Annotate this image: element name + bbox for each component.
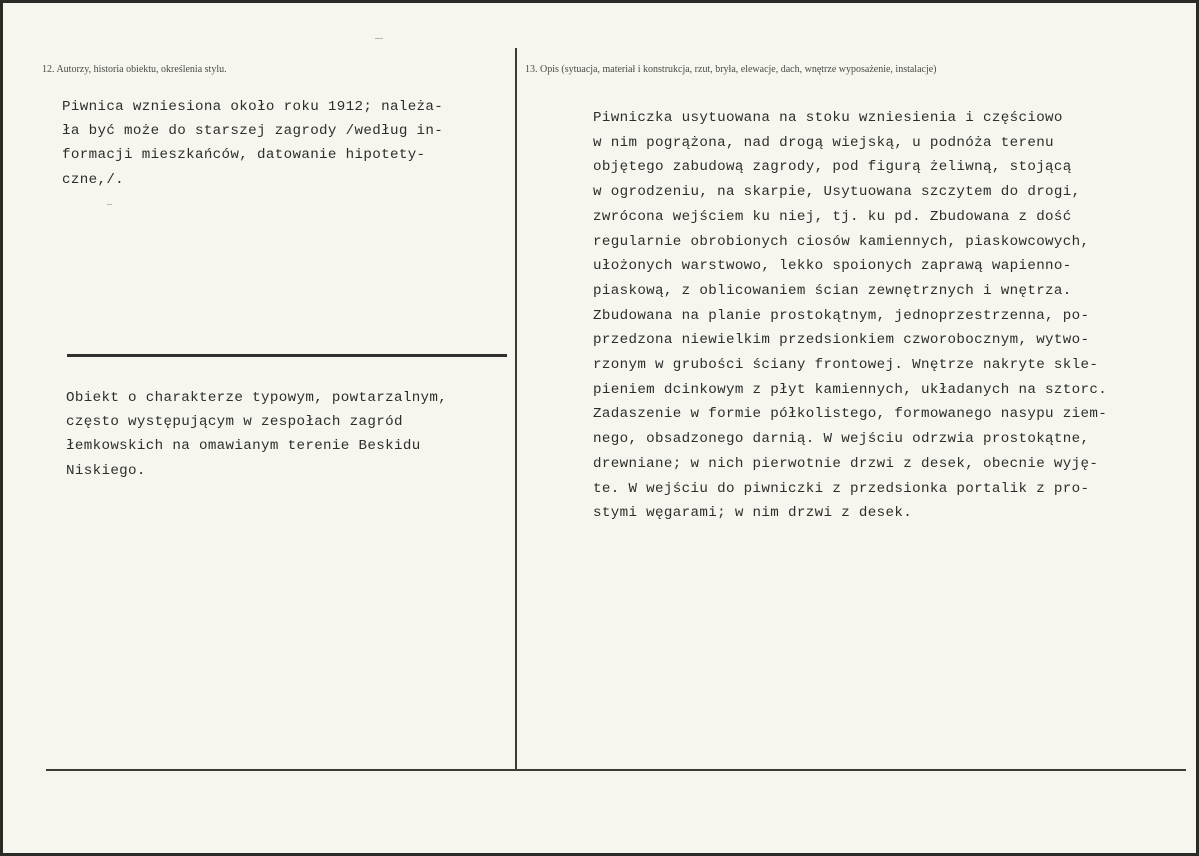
section-12-label: 12. Autorzy, historia obiektu, określenia stylu. (42, 64, 227, 75)
bottom-divider (46, 769, 1186, 771)
text-line: Niskiego. (66, 462, 146, 479)
text-line: Piwnica wzniesiona około roku 1912; należa- (62, 99, 444, 115)
left-section-divider (67, 354, 507, 357)
text-line: często występującym w zespołach zagród (66, 414, 403, 431)
section-13-label: 13. Opis (sytuacja, materiał i konstrukcja, rzut, bryła, elewacje, dach, wnętrze wyposażenie, instalacje) (525, 64, 937, 75)
text-line: formacji mieszkańców, datowanie hipotety- (62, 147, 426, 164)
text-line: rzonym w grubości ściany frontowej. Wnętrze nakryte skle- (593, 357, 1099, 374)
text-line: w ogrodzeniu, na skarpie, Usytuowana szczytem do drogi, (593, 184, 1081, 201)
text-line: objętego zabudową zagrody, pod figurą żeliwną, stojącą (593, 159, 1072, 176)
text-line: przedzona niewielkim przedsionkiem czworobocznym, wytwo- (593, 332, 1090, 349)
text-line: Zbudowana na planie prostokątnym, jednoprzestrzenna, po- (593, 307, 1090, 324)
authors-history-text (62, 95, 443, 192)
text-line: nego, obsadzonego darnią. W wejściu odrzwia prostokątne, (593, 431, 1090, 448)
text-line: zwrócona wejściem ku niej, tj. ku pd. Zbudowana z dość (593, 208, 1072, 225)
text-line: czne,/. (62, 171, 125, 188)
text-line: te. W wejściu do piwniczki z przedsionka portalik z pro- (593, 480, 1090, 497)
text-line: stymi węgarami; w nim drzwi z desek. (593, 505, 913, 522)
paper-speck (107, 204, 112, 205)
text-line: Obiekt o charakterze typowym, powtarzalnym, (66, 390, 448, 406)
text-line: Piwniczka usytuowana na stoku wzniesienia i częściowo (593, 110, 1063, 126)
paper-speck (375, 38, 383, 39)
text-line: regularnie obrobionych ciosów kamiennych, piaskowcowych, (593, 233, 1090, 250)
vertical-divider (515, 48, 517, 770)
text-line: ła być może do starszej zagrody /według in- (62, 123, 444, 140)
text-line: w nim pogrążona, nad drogą wiejską, u podnóża terenu (593, 134, 1054, 151)
text-line: piaskową, z oblicowaniem ścian zewnętrznych i wnętrza. (593, 282, 1072, 299)
text-line: drewniane; w nich pierwotnie drzwi z desek, obecnie wyję- (593, 455, 1099, 472)
text-line: łemkowskich na omawianym terenie Beskidu (66, 438, 421, 455)
object-type-text (66, 386, 447, 483)
text-line: ułożonych warstwowo, lekko spoionych zaprawą wapienno- (593, 258, 1072, 275)
description-text (593, 106, 1107, 526)
text-line: pieniem dcinkowym z płyt kamiennych, układanych na sztorc. (593, 381, 1108, 398)
text-line: Zadaszenie w formie półkolistego, formowanego nasypu ziem- (593, 406, 1108, 423)
